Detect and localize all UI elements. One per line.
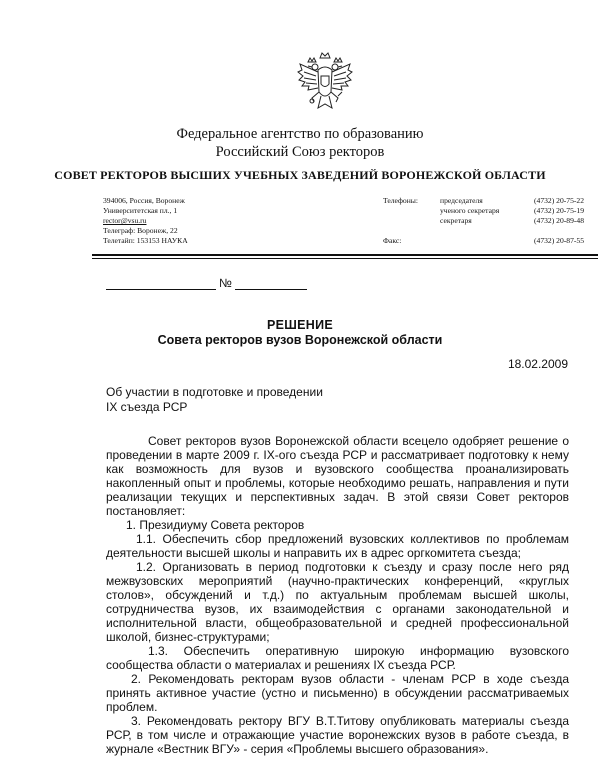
union-name: Российский Союз ректоров [215,144,385,160]
phone-number: (4732) 20-75-19 [534,206,584,215]
phone-role: секретаря [440,216,472,225]
coat-of-arms-emblem [296,50,354,116]
phone-number: (4732) 20-75-22 [534,196,584,205]
agency-name: Федеральное агентство по образованию [176,126,424,142]
body-paragraph: 1.2. Организовать в период подготовки к съезду и сразу после него ряд межвузовских мероприятий (научно-практических конференций, «круглых столов», обсуждений и т.д.) по актуальным проблемам высшей школы, сотрудничества вузов, их взаимодействия с органами законодательной и исполнительной власти, общеобразовательной и средней профессиональной школой, бизнес-структурами; [106,560,569,644]
body-paragraph: 3. Рекомендовать ректору ВГУ В.Т.Титову опубликовать материалы съезда РСР, в том числе и отражающие участие воронежских вузов в работе съезда, в журнале «Вестник ВГУ» - серия «Проблемы высшего образования». [106,714,569,756]
address-line: 394006, Россия, Воронеж [103,196,185,205]
phone-numbers [514,196,584,226]
subject-line: Об участии в подготовке и проведении [106,385,323,399]
fax-number: (4732) 20-87-55 [534,236,584,245]
phone-role: председателя [440,196,483,205]
email-link[interactable]: rector@vsu.ru [103,216,147,225]
phone-number: (4732) 20-89-48 [534,216,584,225]
fax-label: Факс: [383,236,402,245]
header-divider-thin [92,258,598,259]
decision-title: РЕШЕНИЕ [266,318,334,332]
council-name: СОВЕТ РЕКТОРОВ ВЫСШИХ УЧЕБНЫХ ЗАВЕДЕНИЙ ВОРОНЕЖСКОЙ ОБЛАСТИ [54,168,546,182]
decision-date: 18.02.2009 [507,357,568,371]
address-line: Телетайп: 153153 НАУКА [103,236,188,245]
number-sign: № [219,276,232,290]
body-paragraph: Совет ректоров вузов Воронежской области всецело одобряет решение о проведении в марте 2009 г. IX-ого съезда РСР и рассматривает подготовку к нему как возможность для вузов и вузовского сообщества проанализировать накопленный опыт и проблемы, которые необходимо решать, направления и пути реализации текущих и перспективных задач. В этой связи Совет ректоров постановляет: [106,434,569,518]
subject-line: IX съезда РСР [106,400,188,414]
body-paragraph: 1. Президиуму Совета ректоров [126,518,305,532]
address-line: Университетская пл., 1 [103,206,178,215]
subject-block [106,385,323,415]
body-paragraph: 2. Рекомендовать ректорам вузов области - членам РСР в ходе съезда принять активное участие (устно и письменно) в обсуждении рассматриваемых проблем. [106,672,569,714]
address-block [103,196,263,246]
decision-body [106,434,569,756]
body-paragraph: 1.1. Обеспечить сбор предложений вузовских коллективов по проблемам деятельности высшей школы и направить их в адрес оргкомитета съезда; [106,532,569,560]
document-number-line [106,276,307,290]
decision-subtitle: Совета ректоров вузов Воронежской области [157,333,443,347]
number-blank [235,277,307,290]
body-paragraph: 1.3. Обеспечить оперативную широкую информацию вузовского сообщества области о материалах и решениях IX съезда РСР. [106,644,569,672]
header-divider [92,254,598,256]
phone-role: ученого секретаря [440,206,500,215]
date-blank [106,277,216,290]
phones-label: Телефоны: [383,196,418,205]
address-line: Телеграф: Воронеж, 22 [103,226,178,235]
